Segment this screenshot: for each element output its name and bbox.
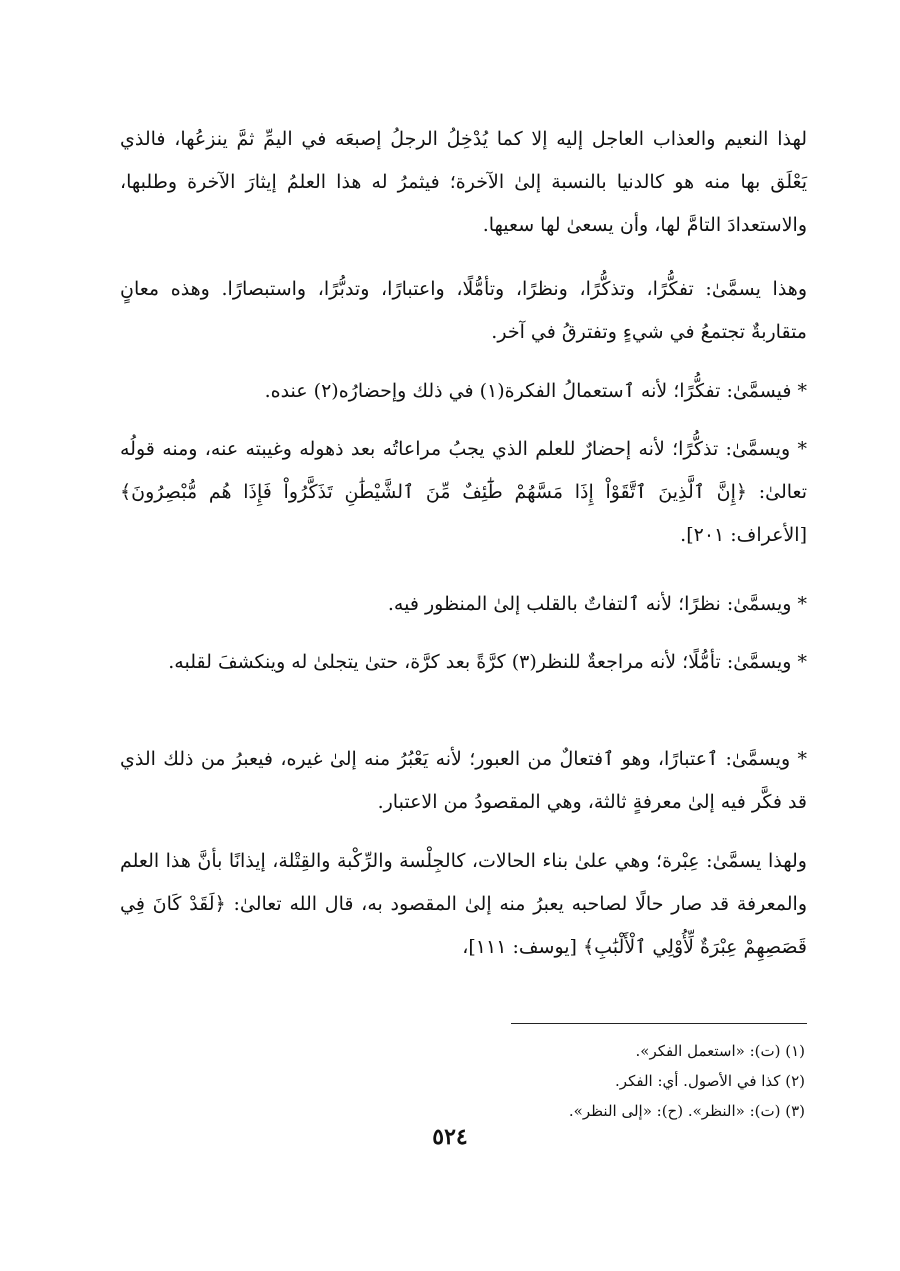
page-number: ٥٢٤ xyxy=(432,1124,468,1150)
paragraph-7: * ويسمَّىٰ: ٱعتبارًا، وهو ٱفتعالٌ من العبور؛ لأنه يَعْبُرُ منه إلىٰ غيره، فيعبرُ من ذلك الذي قد فكَّر فيه إلىٰ معرفةٍ ثالثة، وهي المقصودُ من الاعتبار. xyxy=(120,748,807,813)
footnote-1: (١) (ت): «استعمل الفكر». xyxy=(635,1042,805,1060)
paragraph-5: * ويسمَّىٰ: نظرًا؛ لأنه ٱلتفاتٌ بالقلب إلىٰ المنظور فيه. xyxy=(387,593,807,615)
paragraph-8: ولهذا يسمَّىٰ: عِبْرة؛ وهي علىٰ بناء الحالات، كالجِلْسة والرِّكْبة والقِتْلة، إيذانًا بأنَّ هذا العلم والمعرفة قد صار حالًا لصاحبه يعبرُ منه إلىٰ المقصود به، قال الله تعالىٰ: ﴿لَقَدْ كَانَ فِي قَصَصِهِمْ عِبْرَةٌ لِّأُوْلِي ٱلْأَلْبَٰبِ﴾ [يوسف: ١١١]، xyxy=(120,850,807,958)
paragraph-3: * فيسمَّىٰ: تفكُّرًا؛ لأنه ٱستعمالُ الفكرة(١) في ذلك وإحضارُه(٢) عنده. xyxy=(264,380,807,402)
footnotes xyxy=(300,1036,805,1126)
footnote-2: (٢) كذا في الأصول. أي: الفكر. xyxy=(615,1072,805,1090)
paragraph-2: وهذا يسمَّىٰ: تفكُّرًا، وتذكُّرًا، ونظرًا، وتأمُّلًا، واعتبارًا، وتدبُّرًا، واستبصارًا. وهذه معانٍ متقاربةٌ تجتمعُ في شيءٍ وتفترقُ في آخر. xyxy=(120,278,807,343)
paragraph-4: * ويسمَّىٰ: تذكُّرًا؛ لأنه إحضارٌ للعلم الذي يجبُ مراعاتُه بعد ذهوله وغيبته عنه، ومنه قولُه تعالىٰ: ﴿إِنَّ ٱلَّذِينَ ٱتَّقَوْاْ إِذَا مَسَّهُمْ طَٰٓئِفٌ مِّنَ ٱلشَّيْطَٰنِ تَذَكَّرُواْ فَإِذَا هُم مُّبْصِرُونَ﴾ [الأعراف: ٢٠١]. xyxy=(120,438,807,546)
paragraph-1: لهذا النعيم والعذاب العاجل إليه إلا كما يُدْخِلُ الرجلُ إصبعَه في اليمِّ ثمَّ ينزعُها، فالذي يَعْلَق بها منه هو كالدنيا بالنسبة إلىٰ الآخرة؛ فيثمرُ له هذا العلمُ إيثارَ الآخرة وطلبها، والاستعدادَ التامَّ لها، وأن يسعىٰ لها سعيها. xyxy=(120,128,807,236)
footnote-3: (٣) (ت): «النظر». (ح): «إلى النظر». xyxy=(568,1102,805,1120)
paragraph-6: * ويسمَّىٰ: تأمُّلًا؛ لأنه مراجعةٌ للنظر(٣) كرَّةً بعد كرَّة، حتىٰ يتجلىٰ له وينكشفَ لقلبه. xyxy=(168,651,807,673)
footnote-divider xyxy=(511,1023,807,1024)
